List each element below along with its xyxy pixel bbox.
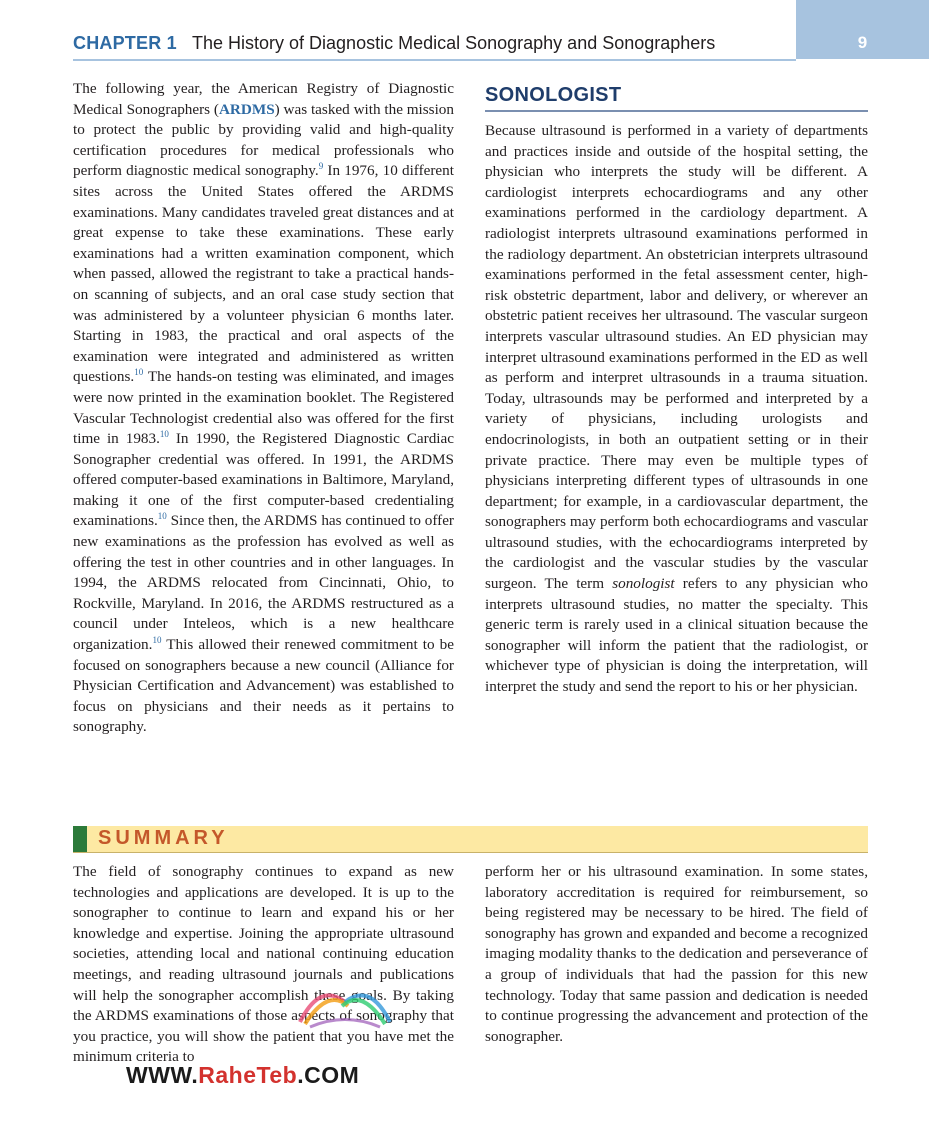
header-rule bbox=[73, 59, 796, 61]
text-run: The hands-on testing was eliminated, and images were now printed in the examination booklet. The Registered Vascular Technologist credential also was offered for the first time in 1983. bbox=[73, 368, 454, 448]
summary-right-column bbox=[485, 862, 868, 1047]
watermark-www: WWW. bbox=[126, 1062, 199, 1088]
history-text bbox=[73, 79, 454, 738]
text-run: refers to any physician who interprets ultrasound studies, no matter the specialty. This generic term is rarely used in a clinical situation because the sonographer will inform the patient that the radiologist, or whichever type of physician is doing the interpretation, will interpret the study and send the report to his or her physician. bbox=[485, 575, 868, 696]
summary-left-text: The field of sonography continues to expand as new technologies and applications are developed. It is up to the sonographer to continue to learn and expand his or her knowledge and expertise. Joining the appropriate ultrasound societies, attending local and national continuing education meetings, and reading ultrasound journals and publications will help the sonographer accomplish these goals. By taking the ARDMS examinations of those aspects of sonography that you practice, you will show the patient that you have met the minimum criteria to bbox=[73, 863, 454, 1066]
sonologist-rule bbox=[485, 110, 868, 112]
watermark-brand: RaheTeb bbox=[198, 1062, 298, 1088]
text-run: ) was tasked with the mission to protect the public by providing valid and high-quality certification procedures for medical professionals who perform diagnostic medical sonography. bbox=[73, 100, 454, 180]
chapter-label: CHAPTER 1 bbox=[73, 33, 177, 53]
sonologist-term: sonologist bbox=[612, 575, 675, 593]
watermark-text bbox=[126, 1062, 359, 1089]
text-run: In 1990, the Registered Diagnostic Cardiac Sonographer credential was offered. In 1991, the ARDMS offered computer-based examinations in Baltimore, Maryland, making it one of the first computer-based credentialing examinations. bbox=[73, 430, 454, 530]
summary-rule bbox=[73, 852, 868, 853]
summary-right-text: perform her or his ultrasound examination. In some states, laboratory accreditation is required for reimbursement, so being registered may be necessary to be hired. The field of sonography has grown and expanded and become a recognized imaging modality thanks to the dedication and perseverance of a group of individuals that had the passion for this new technology. Today that same passion and dedication is needed to continue progressing the advancement and protection of the sonographer. bbox=[485, 863, 868, 1045]
text-run: The following year, the American Registry of Diagnostic Medical Sonographers ( bbox=[73, 80, 454, 118]
sonologist-paragraph bbox=[485, 121, 868, 698]
history-paragraph bbox=[73, 79, 454, 738]
sonologist-heading: SONOLOGIST bbox=[485, 84, 622, 106]
page-header bbox=[0, 0, 929, 62]
watermark-tld: .COM bbox=[297, 1062, 360, 1088]
summary-left-column bbox=[73, 862, 454, 1068]
sonologist-text bbox=[485, 121, 868, 698]
watermark-logo-icon bbox=[290, 972, 400, 1032]
summary-heading: SUMMARY bbox=[98, 827, 229, 849]
page-number: 9 bbox=[857, 33, 868, 52]
citation-ref: 10 bbox=[152, 634, 162, 645]
ardms-acronym: ARDMS bbox=[218, 100, 275, 118]
citation-ref: 10 bbox=[157, 511, 167, 522]
text-run: This allowed their renewed commitment to be focused on sonographers because a new council (Alliance for Physician Certification and Advancement) was established to focus on physicians and their needs as it pertains to sonography. bbox=[73, 636, 454, 736]
citation-ref: 9 bbox=[318, 161, 324, 172]
citation-ref: 10 bbox=[134, 367, 144, 378]
text-run: Because ultrasound is performed in a variety of departments and practices inside and outside of the hospital setting, the physician who interprets the study will be different. A cardiologist interprets echocardiograms and any other examinations performed in the cardiology department. A radiologist interprets ultrasound examinations performed in the radiology department. An obstetrician interprets ultrasound examinations performed in the fetal assessment center, high-risk obstetric department, labor and delivery, or wherever an obstetric patient receives her ultrasound. The vascular surgeon interprets vascular ultrasound studies. An ED physician may interpret ultrasound examinations performed in the ED as well as perform and interpret ultrasounds in a trauma situation. Today, ultrasounds may be performed and interpreted by a variety of physicians, including urologists and endocrinologists, in both an outpatient setting or in their private practice. There may even be multiple types of physicians interpreting different types of ultrasounds in one department; for example, in a cardiovascular department, the sonographers may perform both echocardiograms and vascular ultrasound studies, with the echocardiograms interpreted by the cardiologist and the vascular studies by the vascular surgeon. The term bbox=[485, 122, 868, 593]
summary-marker bbox=[73, 826, 87, 852]
chapter-title: The History of Diagnostic Medical Sonography and Sonographers bbox=[192, 33, 716, 53]
citation-ref: 10 bbox=[159, 429, 169, 440]
text-run: Since then, the ARDMS has continued to offer new examinations as the profession has evolved as well as offering the test in other countries and in other languages. In 1994, the ARDMS relocated from Cincinnati, Ohio, to Rockville, Maryland. In 2016, the ARDMS restructured as a council under Inteleos, which is a new healthcare organization. bbox=[73, 512, 454, 654]
text-run: In 1976, 10 different sites across the United States offered the ARDMS examinations. Many candidates traveled great distances and at great expense to take these examinations. These early examinations had a written examination component, which when passed, allowed the registrant to take a practical hands-on scanning of subjects, and an oral case study section that was administered by a volunteer physician 6 months later. Starting in 1983, the practical and oral aspects of the examination were integrated and administered as written questions. bbox=[73, 162, 454, 386]
